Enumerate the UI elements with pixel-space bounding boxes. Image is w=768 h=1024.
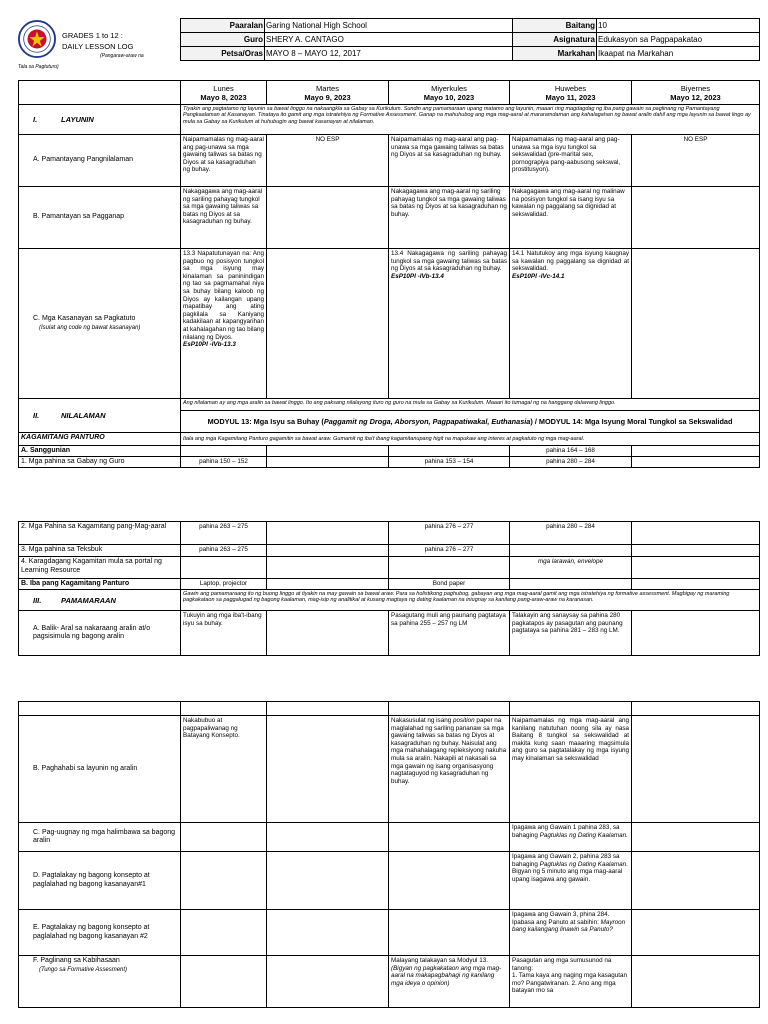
pagganap-miyerkules: Nakagagawa ang mag-aaral ng sariling pahayag tungkol sa mga gawaing taliwas sa batas ng Diyos at sa kasagraduhan ng buhay. (389, 187, 510, 249)
kabihasaan-sublabel: (Tungo sa Formative Assesment) (39, 966, 128, 973)
gabay-miyerkules: pahina 153 – 154 (389, 457, 510, 468)
kabihasaan-label (19, 956, 181, 1008)
form-note-a: (Pangaraw-araw na (100, 53, 144, 59)
pagkatuto-miyerkules (389, 249, 510, 399)
pangnilalaman-row (19, 135, 760, 187)
pamamaraan-description: Gawin ang pamamaraang ito ng buong linggo at tiyakin na may gawain sa bawat araw. Para sa holistikong paghubog, gabayan ang mga mag-aaral gamit ang mga istratehiya ng formative assessment. Magbigay ng maraming pagkakataon sa paggalugad ng bagong kaalaman, mag-isip ng analitikal at kusang magtaya ng dating kaalaman na iniugnay sa kanilang pang-araw-araw na karanasan. (181, 590, 760, 611)
teksbuk-row (19, 545, 760, 557)
pagkatuto-miyerkules-text: 13.4 Nakagagawa ng sariling pahayag tungkol sa mga gawaing taliwas sa batas ng Diyos at sa kasagraduhan ng buhay. (391, 250, 507, 273)
baitang-label: Baitang (513, 19, 597, 33)
nilalaman-row (19, 399, 760, 411)
paghahabi-label: B. Paghahabi sa layunin ng aralin (19, 716, 181, 823)
pangnilalaman-martes: NO ESP (267, 135, 389, 187)
kagamitan-description: Itala ang mga Kagamitang Panturo gagamitin sa bawat araw. Gumamit ng iba't ibang kagamitanupang higit na mapukaw ang interes at pagkatuto ng mga mag-aaral. (181, 433, 760, 446)
paaralan-label: Paaralan (181, 19, 265, 33)
pamamaraan-row (19, 590, 760, 611)
balik-aral-lunes: Tukuyin ang mga iba't-ibang isyu sa buhay. (181, 611, 267, 656)
pagganap-huwebes: Nakagagawa ang mag-aaral ng malinaw na posisyon tungkol sa isang isyu sa kawalan ng paggalang sa dignidad at sekswalidad. (510, 187, 632, 249)
teksbuk-lunes: pahina 263 – 275 (181, 545, 267, 557)
pagkatuto-huwebes (510, 249, 632, 399)
kabihasaan-huwebes: Pasagutan ang mga sumusunod na tanong: 1. Tama kaya ang naging mga kasagutan mo? Pangatwiranan. 2. Ano ang mga batayan mo sa (510, 956, 632, 1008)
iba-pang-kagamitan-miyerkules: Bond paper (389, 579, 510, 590)
teksbuk-miyerkules: pahina 276 – 277 (389, 545, 510, 557)
asignatura-value: Edukasyon sa Pagpapakatao (597, 33, 760, 47)
iba-pang-kagamitan-row (19, 579, 760, 590)
pagkatuto-huwebes-text: 14.1 Natutukoy ang mga isyung kaugnay sa kawalan ng paggalang sa dignidad at sekswalidad. (512, 250, 629, 273)
pagkatuto-row (19, 249, 760, 399)
pagganap-row (19, 187, 760, 249)
day-header-lunes: Lunes Mayo 8, 2023 (181, 81, 267, 105)
pangnilalaman-label: A. Pamantayang Pangnilalaman (19, 135, 181, 187)
pagganap-lunes: Nakagagawa ang mag-aaral ng sariling pahayag tungkol sa mga gawaing taliwas sa batas ng Diyos at sa kasagraduhan ng buhay. (181, 187, 267, 249)
layunin-heading: I. LAYUNIN (19, 105, 181, 135)
pagganap-label: B. Pamantayan sa Pagganap (19, 187, 181, 249)
markahan-label: Markahan (513, 47, 597, 61)
balik-aral-row (19, 611, 760, 656)
kagamitan-mag-aaral-huwebes: pahina 280 – 284 (510, 522, 632, 545)
guro-label: Guro (181, 33, 265, 47)
sanggunian-row (19, 446, 760, 457)
pagkatuto-biyernes (632, 249, 760, 399)
lesson-log-table-part1 (18, 80, 760, 468)
pangnilalaman-huwebes: Naipamamalas ng mag-aaral ang pag-unawa sa mga isyu tungkol sa sekswalidad (pre-marital sex, pornograpiya pang-aabusong sekswal, prostitusyon). (510, 135, 632, 187)
pagkatuto-label (19, 249, 181, 399)
asignatura-label: Asignatura (513, 33, 597, 47)
day-header-martes: Martes Mayo 9, 2023 (267, 81, 389, 105)
part3-blank-row (19, 702, 760, 716)
kagamitan-row (19, 433, 760, 446)
petsa-value: MAYO 8 – MAYO 12, 2017 (265, 47, 513, 61)
kagamitan-mag-aaral-lunes: pahina 263 – 275 (181, 522, 267, 545)
gabay-huwebes: pahina 280 – 284 (510, 457, 632, 468)
day-header-huwebes: Huwebes Mayo 11, 2023 (510, 81, 632, 105)
paghahabi-miyerkules: Nakasusulat ng isang position paper na maglalahad ng sariling pananaw sa mga gawaing taliwas sa batas ng Diyos at kasagraduhan ng buhay. Naisulat ang mga mahahalagang repleksiyong nakuha mula sa aralin. Nakapili at nakasali sa mga gawain ng isang organisasyong nagtataguyod ng kasagraduhan ng buhay. (389, 716, 510, 823)
pag-uugnay-row (19, 823, 760, 852)
pagkatuto-lunes-text: 13.3 Napatutunayan na: Ang pagbuo ng posisyon tungkol sa mga isyung may kinalaman sa paninindigan ng tao sa pagmamahal niya sa buhay bilang kaloob ng Diyos ay kailangan upang mapatibay ang ating pagkilala sa Kaniyang kadakilaan at kapangyarihan at kahalagahan ng tao bilang nilalang ng Diyos. (183, 250, 264, 341)
form-title-line1: GRADES 1 to 12 : (62, 31, 123, 40)
kabihasaan-label-text: F. Paglinang sa Kabihasaan (33, 957, 120, 964)
day-header-row (19, 81, 760, 105)
guro-value: SHERY A. CANTAGO (265, 33, 513, 47)
day-header-biyernes: Biyernes Mayo 12, 2023 (632, 81, 760, 105)
talakay2-row (19, 910, 760, 956)
balik-aral-label: A. Balik- Aral sa nakaraang aralin at/o pagsisimula ng bagong aralin (19, 611, 181, 656)
paghahabi-huwebes: Naipamamalas ng mga mag-aaral ang kanilang natutuhan noong sila ay nasa Baitang 8 tungkol sa sekswalidad at makita kung saan maaaring magsimula ang guro sa pagtatalakay ng mga isyung may kinalaman sa sekswalidad (510, 716, 632, 823)
gabay-label: 1. Mga pahina sa Gabay ng Guro (19, 457, 181, 468)
iba-pang-kagamitan-label: B. Iba pang Kagamitang Panturo (19, 579, 181, 590)
day-header-blank (19, 81, 181, 105)
pagkatuto-label-text: C. Mga Kasanayan sa Pagkatuto (33, 315, 136, 322)
modyul-title: MODYUL 13: Mga Isyu sa Buhay (Paggamit ng Droga, Aborsyon, Pagpapatiwakal, Euthanasia) / MODYUL 14: Mga Isyung Moral Tungkol sa Sekswalidad (181, 411, 760, 433)
sanggunian-label: A. Sanggunian (19, 446, 181, 457)
pag-uugnay-label: C. Pag-uugnay ng mga halimbawa sa bagong aralin (19, 823, 181, 852)
pagkatuto-huwebes-code: EsP10PI -IVc-14.1 (512, 272, 565, 280)
pagganap-biyernes (632, 187, 760, 249)
day-header-miyerkules: Miyerkules Mayo 10, 2023 (389, 81, 510, 105)
baitang-value: 10 (597, 19, 760, 33)
layunin-row (19, 105, 760, 135)
pagkatuto-sublabel: (Isulat ang code ng bawat kasanayan) (39, 324, 141, 331)
talakay1-huwebes: Ipagawa ang Gawain 2, pahina 283 sa bahaging Pagtuklas ng Dating Kaalaman. Bigyan ng 5 minuto ang mga mag-aaral upang isagawa ang gawain. (510, 852, 632, 910)
paaralan-value: Garing National High School (265, 19, 513, 33)
pangnilalaman-lunes: Naipamamalas ng mag-aaral ang pag-unawa sa mga gawaing taliwas sa batas ng Diyos at sa kasagraduhan ng buhay. (181, 135, 267, 187)
form-title (62, 30, 133, 52)
kagamitan-mag-aaral-miyerkules: pahina 276 – 277 (389, 522, 510, 545)
deped-seal-logo (18, 20, 56, 58)
pamamaraan-heading: III. PAMAMARAAN (19, 590, 181, 611)
talakay2-huwebes: Ipagawa ang Gawain 3, phina 284. Ipabasa ang Panuto at sabihin: Mayroon bang kailangang linawin sa Panuto? (510, 910, 632, 956)
petsa-label: Petsa/Oras (181, 47, 265, 61)
kagamitan-heading: KAGAMITANG PANTURO (19, 433, 181, 446)
kabihasaan-row (19, 956, 760, 1008)
markahan-value: Ikaapat na Markahan (597, 47, 760, 61)
pagkatuto-lunes (181, 249, 267, 399)
pangnilalaman-miyerkules: Naipamamalas ng mag-aaral ang pag-unawa sa mga gawaing taliwas sa batas ng Diyos at sa kasagraduhan ng buhay. (389, 135, 510, 187)
learning-resource-label: 4. Karagdagang Kagamitan mula sa portal ng Learning Resource (19, 557, 181, 579)
kagamitan-mag-aaral-row (19, 522, 760, 545)
talakay2-label: E. Pagtalakay ng bagong konsepto at paglalahad ng bagong kasanayan #2 (19, 910, 181, 956)
lesson-log-table-part3 (18, 701, 760, 1008)
pagkatuto-martes (267, 249, 389, 399)
form-title-line2: DAILY LESSON LOG (62, 42, 134, 51)
sanggunian-huwebes: pahina 164 – 168 (510, 446, 632, 457)
nilalaman-description: Ang nilalaman ay ang mga aralin sa bawat linggo. Ito ang paksang nilalayong ituro ng guro na mula sa Gabay sa Kurikulum. Maaari ito tumagal ng na hanggang dalawang linggo. (181, 399, 760, 411)
balik-aral-huwebes: Talakayin ang sanaysay sa pahina 280 pagkatapos ay pasagutan ang paunang pagtataya sa pahina 281 – 283 ng LM. (510, 611, 632, 656)
kabihasaan-miyerkules: Malayang talakayan sa Modyul 13. (Bigyan ng pagkakataon ang mga mag-aaral na makapagbahagi ng kanilang mga ideya o opinion) (389, 956, 510, 1008)
talakay1-row (19, 852, 760, 910)
learning-resource-huwebes: mga larawan, envelope (510, 557, 632, 579)
gabay-row (19, 457, 760, 468)
teksbuk-label: 3. Mga pahina sa Teksbuk (19, 545, 181, 557)
learning-resource-row (19, 557, 760, 579)
lesson-log-table-part2 (18, 521, 760, 656)
nilalaman-heading: II. NILALAMAN (19, 399, 181, 433)
pagganap-martes (267, 187, 389, 249)
paghahabi-lunes: Nakabubuo at pagpapaliwanag ng Batayang Konsepto. (181, 716, 267, 823)
balik-aral-miyerkules: Pasagutang muli ang paunang pagtataya sa pahina 255 – 257 ng LM (389, 611, 510, 656)
form-note-b: Tala sa Pagtuturo) (18, 64, 59, 70)
layunin-description: Tiyakin ang pagtatamo ng layunin sa bawat linggo na nakaangkla sa Gabay sa Kurikulum. Sundin ang pamamaraan upang matamo ang layunin, maaari ring magdagdag ng iba pang gawain sa paglinang ng Pamantayang Pangkaalaman at Kasanayan. Tinataya ito gamit ang mga istratehiya ng Formative Assessment. Ganap na mahuhubog ang mga mag-aaral at mararamdaman ang kahalagahan ng bawat aralin dahil ang mga layunin sa bawat lingo ay mula sa Gabay sa Kurikulum at huhubugin ang bawat kasanayan at nilalaman. (181, 105, 760, 135)
paghahabi-row (19, 716, 760, 823)
pangnilalaman-biyernes: NO ESP (632, 135, 760, 187)
gabay-lunes: pahina 150 – 152 (181, 457, 267, 468)
iba-pang-kagamitan-lunes: Laptop, projector (181, 579, 267, 590)
pagkatuto-lunes-code: EsP10PI -IVb-13.3 (183, 341, 236, 349)
pag-uugnay-huwebes: Ipagawa ang Gawain 1 pahina 283, sa bahaging Pagtuklas ng Dating Kaalaman. (510, 823, 632, 852)
header-info-table (180, 18, 760, 61)
pagkatuto-miyerkules-code: EsP10PI -IVb-13.4 (391, 272, 444, 280)
kagamitan-mag-aaral-label: 2. Mga Pahina sa Kagamitang pang-Mag-aaral (19, 522, 181, 545)
talakay1-label: D. Pagtalakay ng bagong konsepto at paglalahad ng bagong kasanayan#1 (19, 852, 181, 910)
